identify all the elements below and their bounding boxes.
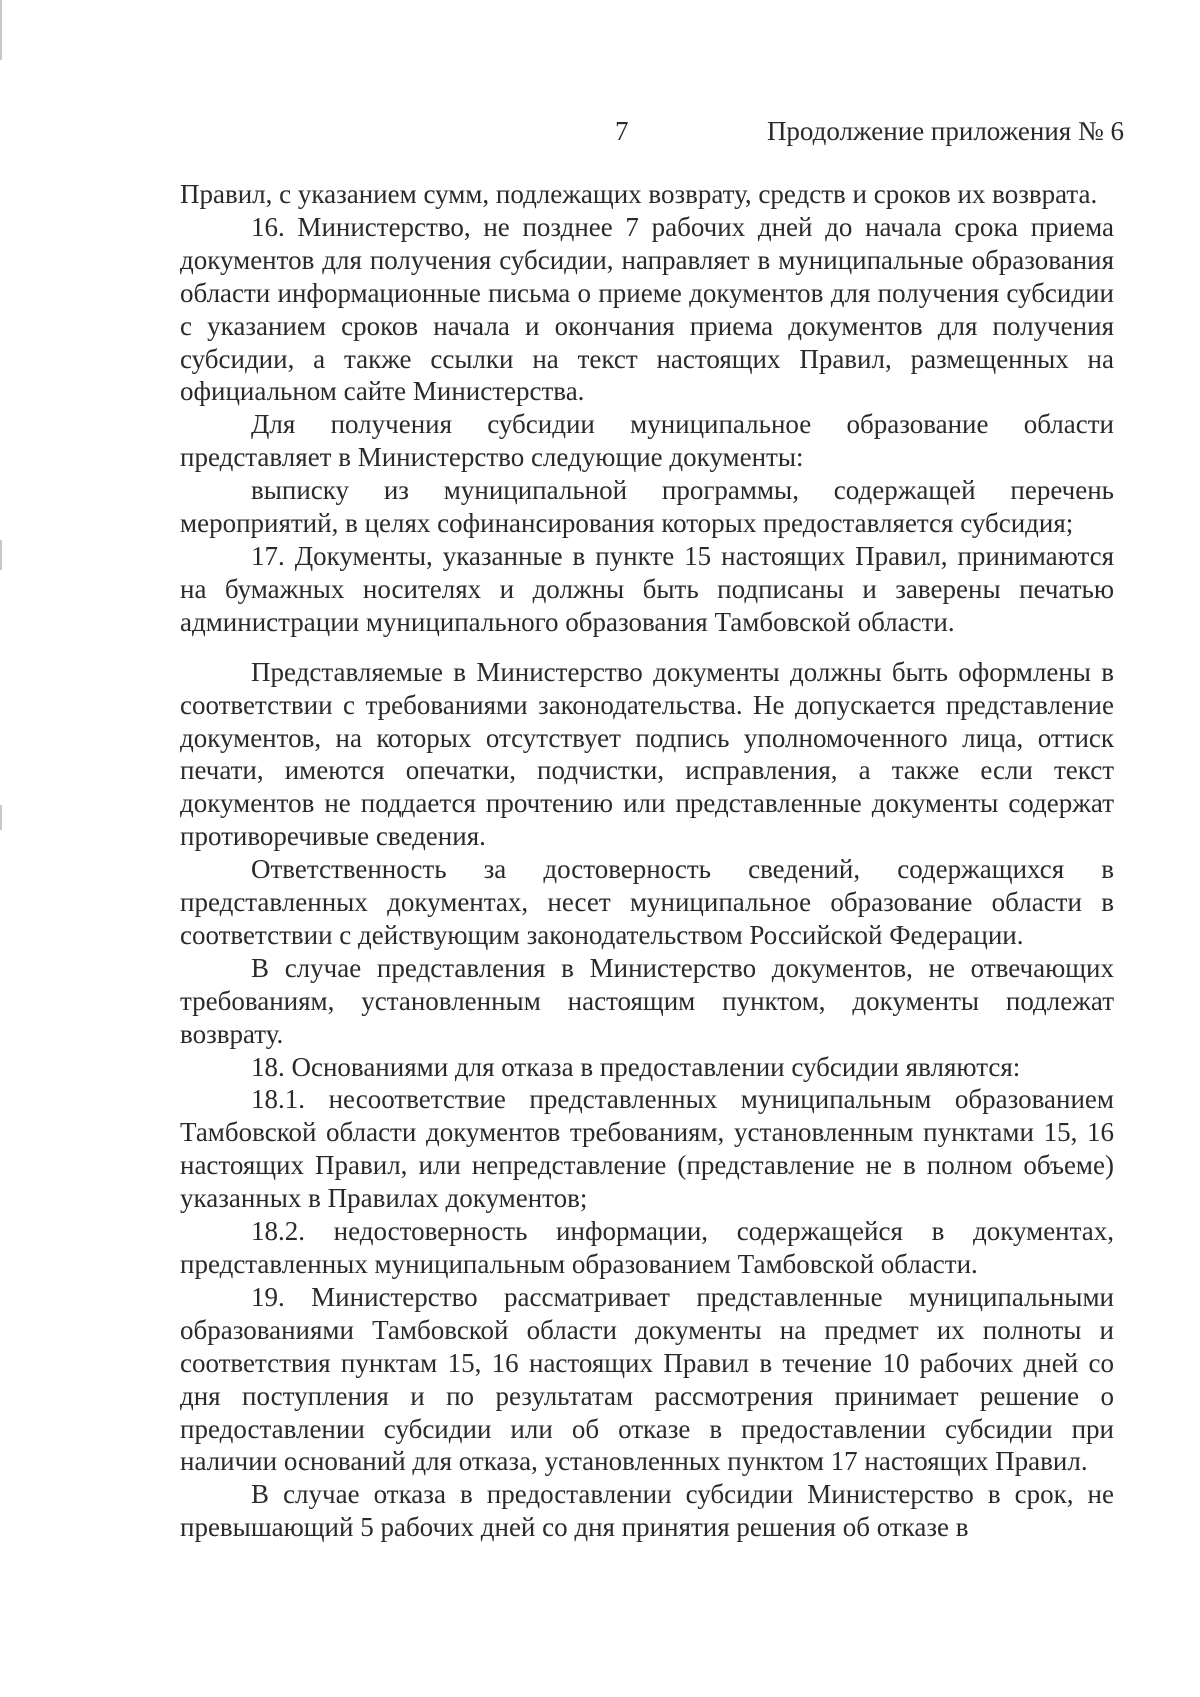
- paragraph-return-documents: В случае представления в Министерство документов, не отвечающих требованиям, установленным настоящим пунктом, документы подлежат возврату.: [180, 952, 1114, 1049]
- paragraph-19: 19. Министерство рассматривает представленные муниципальными образованиями Тамбовской области документы на предмет их полноты и соответствия пунктам 15, 16 настоящих Правил в течение 10 рабочих дней со дня поступления и по результатам рассмотрения принимает решение о предоставлении субсидии или об отказе в предоставлении субсидии при наличии оснований для отказа, установленных пунктом 17 настоящих Правил.: [180, 1281, 1114, 1477]
- paragraph-responsibility: Ответственность за достоверность сведений, содержащихся в представленных документах, несет муниципальное образование области в соответствии с действующим законодательством Российской Федерации.: [180, 854, 1114, 950]
- paragraph-16: 16. Министерство, не позднее 7 рабочих дней до начала срока приема документов для получения субсидии, направляет в муниципальные образования области информационные письма о приеме документов для получения субсидии с указанием сроков начала и окончания приема документов для получения субсидии, а также ссылки на текст настоящих Правил, размещенных на официальном сайте Министерства.: [180, 211, 1114, 407]
- paragraph-18-2: 18.2. недостоверность информации, содержащейся в документах, представленных муниципальным образованием Тамбовской области.: [180, 1216, 1114, 1279]
- paragraph-program-extract: выписку из муниципальной программы, содержащей перечень мероприятий, в целях софинансирования которых предоставляется субсидия;: [180, 475, 1114, 539]
- paragraph-17: 17. Документы, указанные в пункте 15 настоящих Правил, принимаются на бумажных носителях и должны быть подписаны и заверены печатью администрации муниципального образования Тамбовской области.: [180, 540, 1114, 637]
- paragraph-documents-intro: Для получения субсидии муниципальное образование области представляет в Министерство следующие документы:: [180, 409, 1114, 473]
- page-header: [0, 116, 1200, 156]
- paragraph-18-1: 18.1. несоответствие представленных муниципальным образованием Тамбовской области документов требованиям, установленным пунктами 15, 16 настоящих Правил, или непредставление (представление не в полном объеме) указанных в Правилах документов;: [180, 1084, 1114, 1214]
- page-number: 7: [615, 116, 629, 146]
- scan-edge-mark: [0, 805, 2, 830]
- paragraph-document-requirements: Представляемые в Министерство документы должны быть оформлены в соответствии с требованиями законодательства. Не допускается представление документов, на которых отсутствует подпись уполномоченного лица, оттиск печати, имеются опечатки, подчистки, исправления, а также если текст документов не поддается прочтению или представленные документы содержат противоречивые сведения.: [180, 656, 1114, 852]
- document-body: [180, 178, 1114, 1544]
- scan-edge-mark: [0, 540, 2, 570]
- paragraph-refusal-notice: В случае отказа в предоставлении субсидии Министерство в срок, не превышающий 5 рабочих дней со дня принятия решения об отказе в: [180, 1479, 1114, 1543]
- paragraph-returned-funds: Правил, с указанием сумм, подлежащих возврату, средств и сроков их возврата.: [180, 179, 1098, 209]
- paragraph-18: 18. Основаниями для отказа в предоставлении субсидии являются:: [251, 1051, 1021, 1082]
- scan-edge-mark: [0, 0, 2, 60]
- appendix-continuation-title: Продолжение приложения № 6: [766, 116, 1124, 146]
